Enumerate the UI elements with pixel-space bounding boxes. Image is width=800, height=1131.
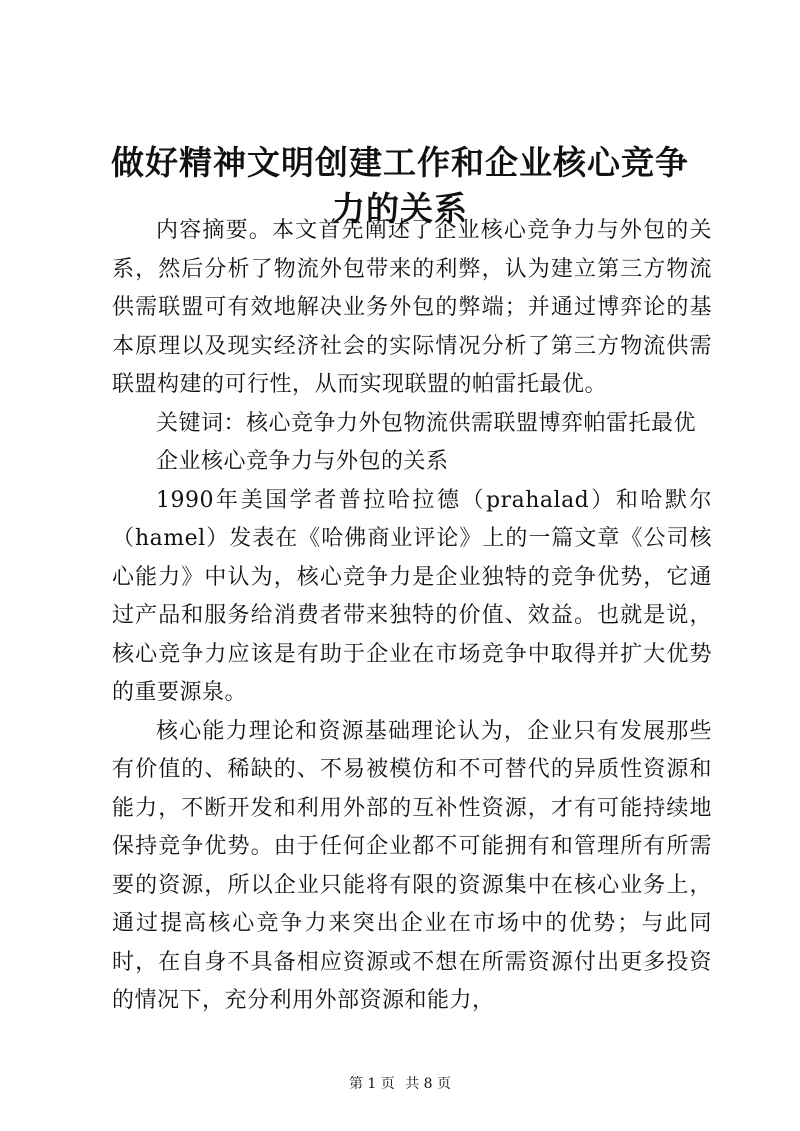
keywords-paragraph: 关键词：核心竞争力外包物流供需联盟博弈帕雷托最优 [156, 410, 697, 436]
document-title: 做好精神文明创建工作和企业核心竞争力的关系 [111, 143, 689, 228]
page-total: 共 8 页 [405, 1076, 452, 1092]
page-footer [0, 1074, 800, 1094]
section-heading: 企业核心竞争力与外包的关系 [156, 449, 449, 474]
document-body [112, 212, 712, 1021]
page-number: 第 1 页 [348, 1076, 395, 1092]
abstract-paragraph: 内容摘要。本文首先阐述了企业核心竞争力与外包的关系，然后分析了物流外包带来的利弊，认为建立第三方物流供需联盟可有效地解决业务外包的弊端；并通过博弈论的基本原理以及现实经济社会的实际情况分析了第三方物流供需联盟构建的可行性，从而实现联盟的帕雷托最优。 [112, 218, 712, 397]
body-paragraph: 1990年美国学者普拉哈拉德（prahalad）和哈默尔（hamel）发表在《哈佛商业评论》上的一篇文章《公司核心能力》中认为，核心竞争力是企业独特的竞争优势，它通过产品和服务给消费者带来独特的价值、效益。也就是说，核心竞争力应该是有助于企业在市场竞争中取得并扩大优势的重要源泉。 [112, 487, 712, 705]
body-paragraph: 核心能力理论和资源基础理论认为，企业只有发展那些有价值的、稀缺的、不易被模仿和不可替代的异质性资源和能力，不断开发和利用外部的互补性资源，才有可能持续地保持竞争优势。由于任何企业都不可能拥有和管理所有所需要的资源，所以企业只能将有限的资源集中在核心业务上，通过提高核心竞争力来突出企业在市场中的优势；与此同时，在自身不具备相应资源或不想在所需资源付出更多投资的情况下，充分利用外部资源和能力， [112, 718, 712, 1013]
